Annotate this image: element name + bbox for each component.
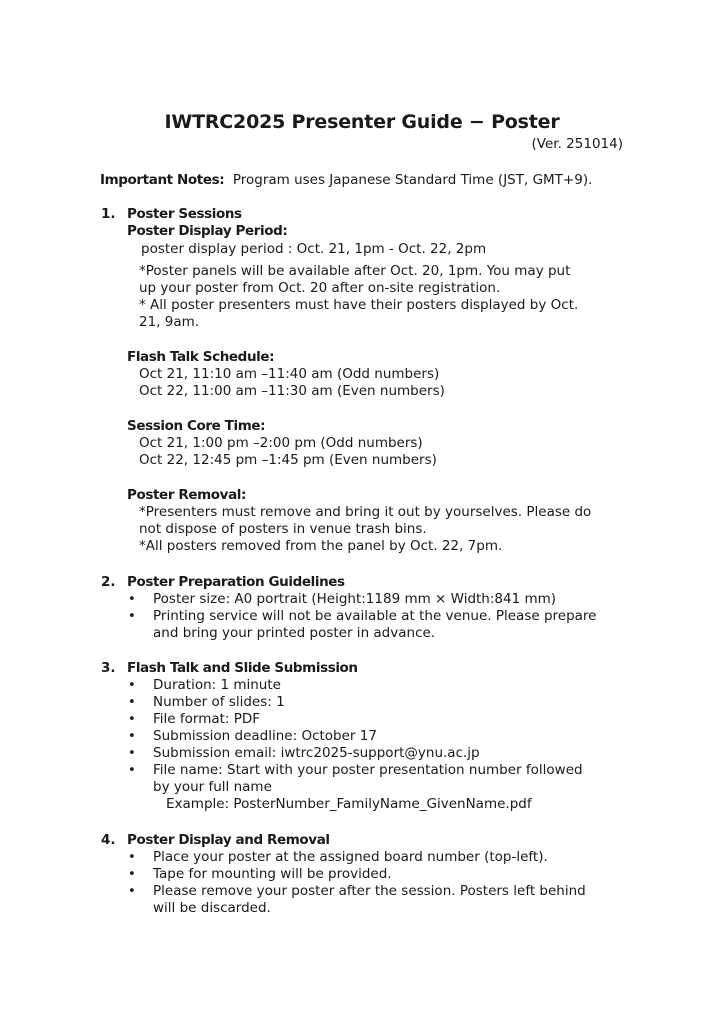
- section-4-heading: Poster Display and Removal: [127, 832, 330, 848]
- list-item: Submission deadline: October 17: [153, 728, 377, 744]
- important-notes-text: Program uses Japanese Standard Time (JST, GMT+9).: [232, 172, 593, 188]
- list-item-continued: by your full name: [153, 779, 272, 795]
- bullet-icon: •: [128, 609, 136, 624]
- display-period-line: *Poster panels will be available after Oct. 20, 1pm. You may put: [139, 263, 571, 279]
- bullet-icon: •: [128, 729, 136, 744]
- removal-line: *Presenters must remove and bring it out by yourselves. Please do: [139, 504, 592, 520]
- section-4-number: 4.: [101, 832, 116, 848]
- list-item-email: Submission email: iwtrc2025-support@ynu.ac.jp: [153, 745, 480, 761]
- removal-heading: Poster Removal:: [127, 487, 247, 503]
- bullet-icon: •: [128, 746, 136, 761]
- list-item: Poster size: A0 portrait (Height:1189 mm × Width:841 mm): [153, 591, 557, 607]
- bullet-icon: •: [128, 867, 136, 882]
- core-time-heading: Session Core Time:: [127, 418, 266, 434]
- section-1-number: 1.: [101, 206, 116, 222]
- bullet-icon: •: [128, 712, 136, 727]
- flash-talk-line: Oct 22, 11:00 am –11:30 am (Even numbers): [139, 383, 445, 399]
- section-1-heading: Poster Sessions: [127, 206, 242, 222]
- version-label: (Ver. 251014): [531, 136, 623, 152]
- list-item: Number of slides: 1: [153, 694, 285, 710]
- bullet-icon: •: [128, 592, 136, 607]
- filename-example: Example: PosterNumber_FamilyName_GivenName.pdf: [166, 796, 532, 812]
- section-2-number: 2.: [101, 574, 116, 590]
- list-item: File format: PDF: [153, 711, 261, 727]
- page-title: IWTRC2025 Presenter Guide − Poster: [164, 111, 560, 133]
- flash-talk-line: Oct 21, 11:10 am –11:40 am (Odd numbers): [139, 366, 440, 382]
- display-period-line: * All poster presenters must have their posters displayed by Oct.: [139, 297, 579, 313]
- section-3-heading: Flash Talk and Slide Submission: [127, 660, 358, 676]
- flash-talk-heading: Flash Talk Schedule:: [127, 349, 275, 365]
- display-period-line: 21, 9am.: [139, 314, 200, 330]
- display-period-line: poster display period : Oct. 21, 1pm - Oct. 22, 2pm: [141, 241, 487, 257]
- list-item: Tape for mounting will be provided.: [153, 866, 392, 882]
- list-item: Printing service will not be available at the venue. Please prepare: [153, 608, 597, 624]
- list-item-continued: and bring your printed poster in advance.: [153, 625, 436, 641]
- section-2-heading: Poster Preparation Guidelines: [127, 574, 345, 590]
- list-item: Duration: 1 minute: [153, 677, 281, 693]
- list-item-continued: will be discarded.: [153, 900, 271, 916]
- removal-line: not dispose of posters in venue trash bins.: [139, 521, 427, 537]
- bullet-icon: •: [128, 763, 136, 778]
- list-item: Please remove your poster after the session. Posters left behind: [153, 883, 586, 899]
- bullet-icon: •: [128, 678, 136, 693]
- display-period-heading: Poster Display Period:: [127, 223, 288, 239]
- core-time-line: Oct 22, 12:45 pm –1:45 pm (Even numbers): [139, 452, 437, 468]
- removal-line: *All posters removed from the panel by Oct. 22, 7pm.: [139, 538, 503, 554]
- bullet-icon: •: [128, 850, 136, 865]
- bullet-icon: •: [128, 884, 136, 899]
- section-3-number: 3.: [101, 660, 116, 676]
- list-item: Place your poster at the assigned board number (top-left).: [153, 849, 548, 865]
- list-item: File name: Start with your poster presentation number followed: [153, 762, 583, 778]
- core-time-line: Oct 21, 1:00 pm –2:00 pm (Odd numbers): [139, 435, 423, 451]
- important-notes: [100, 172, 592, 189]
- bullet-icon: •: [128, 695, 136, 710]
- important-notes-label: Important Notes:: [100, 172, 225, 188]
- display-period-line: up your poster from Oct. 20 after on-site registration.: [139, 280, 501, 296]
